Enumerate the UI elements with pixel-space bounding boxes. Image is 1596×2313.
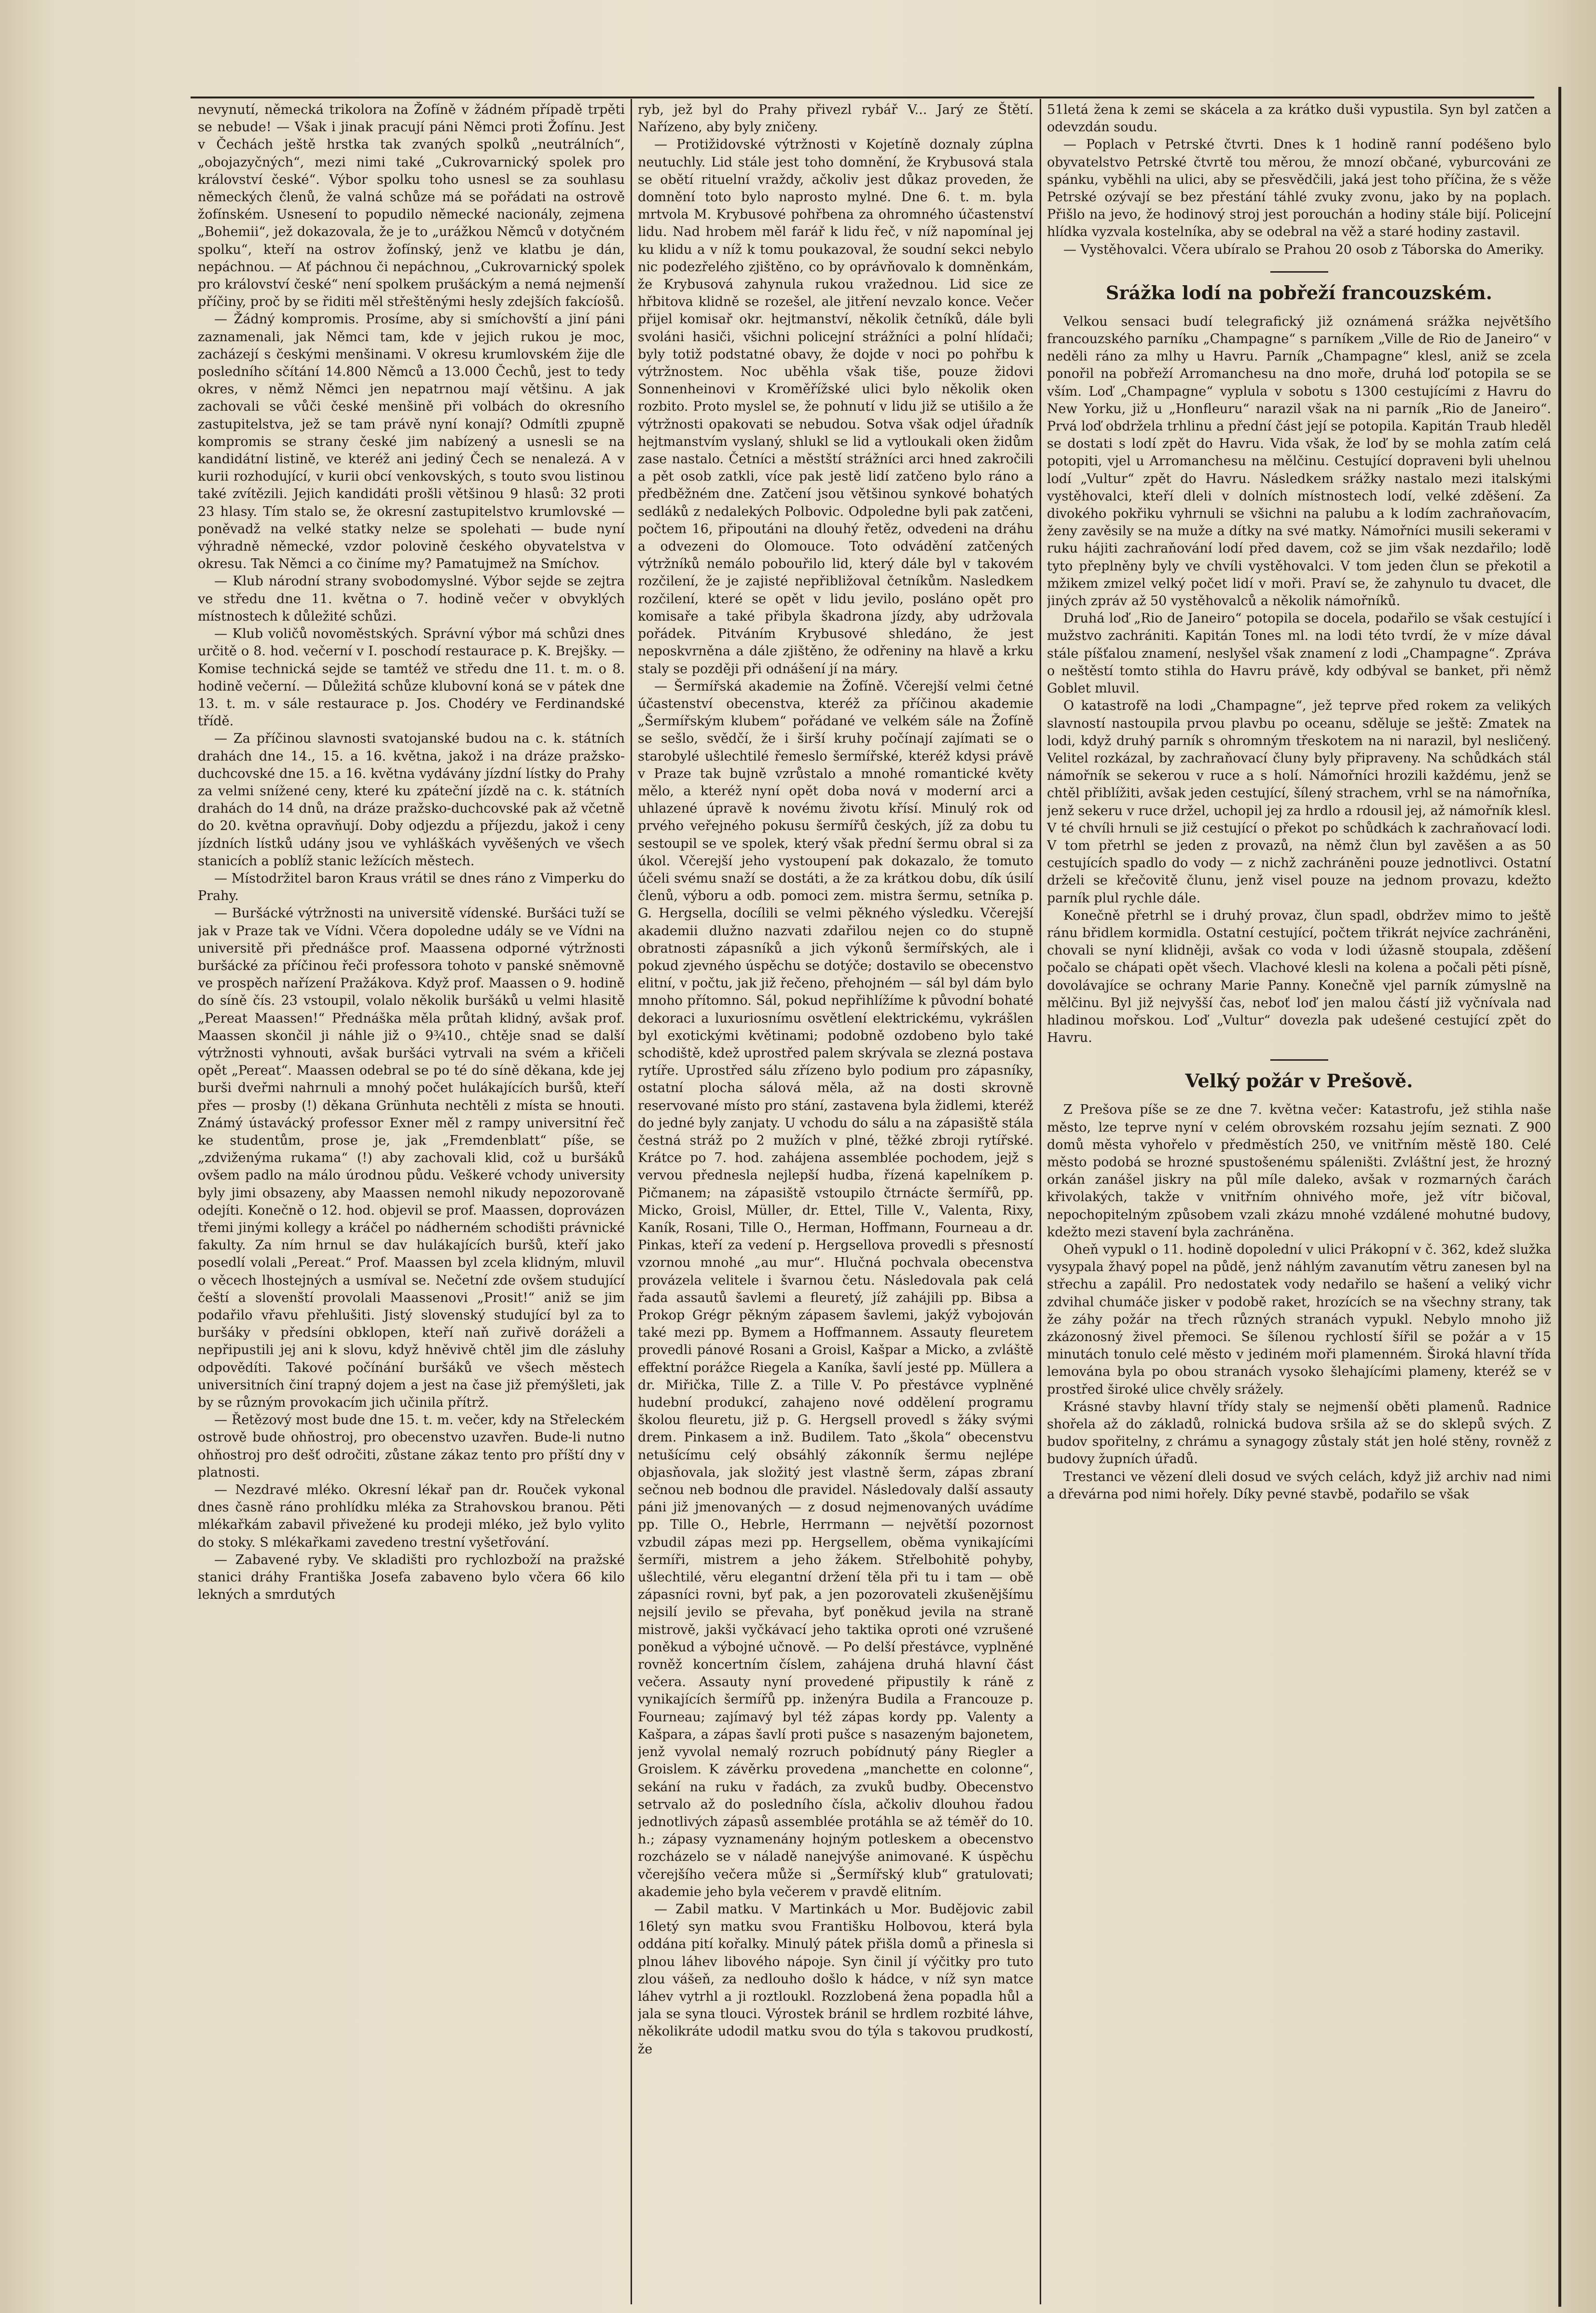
paragraph: nevynutí, německá trikolora na Žofíně v žádném případě trpěti se nebude! — Však i jinak pracují páni Němci proti Žofínu. Jest v Čechách ještě hrstka tak zvaných spolků „neutrálních“, „obojazyčných“, mezi nimi také „Cukrovarnický spolek pro království české“. Výbor spolku toho usnesl se za souhlasu německých členů, že valná schůze má se pořádati na ostrově žofínském. Usnesení to popudilo německé nacionály, zejmena „Bohemii“, jež dokazovala, že je to „urážkou Němců v dotyčném spolku“, kteří na ostrov žofínský, jenž ve klatbu je dán, nepáchnou. — Ať páchnou či nepáchnou, „Cukrovarnický spolek pro království české“ není spolkem prušáckým a nemá nejmenší příčiny, proč by se řiditi měl střeštěnými hesly zdejších fakcíošů.	[198, 102, 625, 310]
paragraph: — Buršácké výtržnosti na universitě vídenské. Buršáci tuží se jak v Praze tak ve Vídni. Včera dopoledne udály se ve Vídni na universitě při přednášce prof. Maassena odporné výtržnosti buršácké za příčinou řeči professora tohoto v panské sněmovně ve prospěch nařízení Pražákova. Když prof. Maassen o 9. hodině do síně čís. 23 vstoupil, volalo několik buršáků u velmi hlasitě „Pereat Maassen!“ Přednáška měla průtah klidný, avšak prof. Maassen skončil ji náhle již o 9¾10., chtěje snad se další výtržnosti vyhnouti, avšak buršáci vytrvali na svém a křičeli opět „Pereat“. Maassen odebral se po té do síně děkana, kde jej burši dveřmi nahrnuli a mnohý počet hulákajících buršů, kteří přes — prosby (!) děkana Grünhuta nechtěli z místa se hnouti. Známý ústavácký professor Exner měl z rampy universitní řeč ke studentům, prose je, jak „Fremdenblatt“ píše, se „zdviženýma rukama“ (!) aby zachovali klid, což u buršáků ovšem padlo na málo úrodnou půdu. Veškeré vchody university byly jimi obsazeny, aby Maassen nemohl nikudy nepozorovaně odejíti. Konečně o 12. hod. objevil se prof. Maassen, doprovázen třemi jinými kollegy a kráčel po nádherném schodišti právnické fakulty. Za ním hrnul se dav hulákajících buršů, kteří jako posedlí volali „Pereat.“ Prof. Maassen byl zcela klidným, mluvil o věcech lhostejných a usmíval se. Nečetní zde ovšem studující čeští a slovenští provolali Maassenovi „Prosit!“ aniž se jim podařilo vřavu přehlušiti. Jistý slovenský studující byl za to buršáky v předsíni obklopen, kteří naň zuřivě doráželi a nepřipustili jej ani k slovu, když hněvivě chtěl jim dle zásluhy odpovědíti. Takové počínání buršáků ve všech městech universitních činí trapný dojem a jest na čase již přemýšleti, jak by se různým provokacím jich učinila přítrž.	[198, 906, 625, 1411]
paragraph: — Zabil matku. V Martinkách u Mor. Budějovic zabil 16letý syn matku svou Františku Holbovou, která byla oddána pití kořalky. Minulý pátek přišla domů a přinesla si plnou láhev libového nápoje. Syn činil jí výčitky pro tuto zlou vášeň, za nedlouho došlo k hádce, v níž syn matce láhev vytrhl a ji roztloukl. Rozzlobená žena popadla hůl a jala se syna tlouci. Výrostek bránil se hrdlem rozbité láhve, několikráte udodil matku svou do týla s takovou prudkostí, že	[638, 1901, 1033, 2057]
article-heading-fire: Velký požár v Prešově.	[1185, 1070, 1413, 1092]
paragraph: — Protižidovské výtržnosti v Kojetíně doznaly zúplna neutuchly. Lid stále jest toho domnění, že Krybusová stala se obětí rituelní vraždy, ačkoliv jest důkaz proveden, že domnění toto bylo naprosto mylné. Dne 6. t. m. byla mrtvola M. Krybusové pohřbena za ohromného účastenství lidu. Nad hrobem měl farář k lidu řeč, v níž napomínal jej ku klidu a v níž k tomu poukazoval, že soudní sekci nebylo nic podezřelého zjištěno, co by oprávňovalo k domněnkám, že Krybusová zahynula rukou vražednou. Lid sice ze hřbitova klidně se rozešel, ale jitření nevzalo konce. Večer přijel komisař okr. hejtmanství, několik četníků, dále byli svoláni hasiči, všichni policejní strážníci a polní hlídači; byly totiž podstatné obavy, že dojde v noci po pohřbu k výtržnostem. Noc uběhla však tiše, pouze židovi Sonnenheinovi v Kroměřížské ulici bylo několik oken rozbito. Proto myslel se, že pohnutí v lidu již se utišilo a že výtržnosti opakovati se nebudou. Sotva však odjel úřadník hejtmanstvím vyslaný, shlukl se lid a vytloukali oken židům zase nastalo. Četníci a městští strážníci arci hned zakročili a pět osob zatkli, více pak jestě lidí zatčeno bylo ráno a předběžném dne. Zatčení jsou většinou synkové bohatých sedláků z nedalekých Polbovic. Odpoledne byli pak zatčeni, počtem 16, připoutáni na dlouhý řetěz, odvedeni na dráhu a odvezeni do Olomouce. Toto odvádění zatčených výtržníků nemálo pobouřilo lid, který dále byl v takovém rozčilení, že je zajisté nepřibližoval četníkům. Nasledkem rozčilení, které se opět v lidu jevilo, posláno opět pro komisaře a také přibyla škadrona jízdy, aby udržovala pořádek. Pitváním Krybusové shledáno, že jest neposkvrněna a dále zjištěno, že odřeniny na hlavě a krku staly se později při odnášení jí na máry.	[638, 137, 1033, 677]
paragraph: Krásné stavby hlavní třídy staly se nejmenší oběti plamenů. Radnice shořela až do základů, rolnická budova sršila až se do sklepů svých. Z budov spořitelny, z chrámu a synagogy zůstaly stát jen holé stěny, rovněž z budovy župních úřadů.	[1047, 1399, 1551, 1467]
paragraph: — Nezdravé mléko. Okresní lékař pan dr. Rouček vykonal dnes časně ráno prohlídku mléka za Strahovskou branou. Pěti mlékařkám zabavil přivežené ku prodeji mléko, jež bylo vylito do stoky. S mlékařkami zavedeno trestní vyšetřování.	[198, 1482, 625, 1550]
paragraph: Konečně přetrhl se i druhý provaz, člun spadl, obdržev mimo to ještě ránu břidlem kormidla. Ostatní cestující, počtem třikrát nejvíce zachráněni, chovali se nyní klidněji, avšak co voda v lodi úžasně stoupala, zděšení počalo se chápati opět všech. Vlachové klesli na kolena a počali pěti písně, dovolávajíce se ochrany Marie Panny. Konečně vjel parník zúmyslně na mělčinu. Byl již nejvyšší čas, neboť loď jen malou částí již vyčnívala nad hladinou mořskou. Loď „Vultur“ dovezla pak udešené cestující zpět do Havru.	[1047, 908, 1551, 1046]
paragraph: — Za příčinou slavnosti svatojanské budou na c. k. státních drahách dne 14., 15. a 16. května, jakož i na dráze pražsko-duchcovské dne 15. a 16. května vydávány jízdní lístky do Prahy za velmi snížené ceny, které ku zpáteční jízdě na c. k. státních drahách do 14 dnů, na dráze pražsko-duchcovské pak až včetně do 20. května opravňují. Doby odjezdu a příjezdu, jakož i ceny jízdních lístků udány jsou ve vyhláškách vyvěšených ve všech stanicích a poblíž stanic ležících městech.	[198, 731, 625, 869]
paragraph: Druhá loď „Rio de Janeiro“ potopila se docela, podařilo se však cestující i mužstvo zachrániti. Kapitán Tones ml. na lodi této tvrdí, že v míze dával stále píšťalou znamení, neslyšel však znamení z lodi „Champagne“. Zpráva o neštěstí tomto stihla do Havru právě, kdy odbýval se banket, při němž Goblet mluvil.	[1047, 611, 1551, 696]
article-heading-ships: Srážka lodí na pobřeží francouzském.	[1106, 281, 1492, 304]
paragraph: Trestanci ve vězení dleli dosud ve svých celách, když již archiv nad nimi a dřevárna pod nimi hořely. Díky pevné stavbě, podařilo se však	[1047, 1469, 1551, 1502]
column-middle	[638, 101, 1033, 2302]
column-rule-left	[631, 99, 632, 2304]
column-left	[198, 101, 625, 2302]
paragraph: — Klub národní strany svobodomyslné. Výbor sejde se zejtra ve středu dne 11. května o 7. hodině večer v obvyklých místnostech k důležité schůzi.	[198, 574, 625, 624]
paragraph: ryb, jež byl do Prahy přivezl rybář V... Jarý ze Štětí. Nařízeno, aby byly zničeny.	[638, 102, 1033, 135]
paragraph: Oheň vypukl o 11. hodině dopolední v ulici Prákopní v č. 362, kdež služka vysypala žhavý popel na půdě, jenž náhlým zavanutím větru zanesen byl na střechu a zapálil. Pro nedostatek vody nedařilo se hašení a veliký vichr zdvihal chumáče jisker v podobě raket, hrozících se na všechny strany, tak že záhy požár na třech různých stranách vypukl. Nebylo mnoho již zkázonosný živel přemoci. Se šílenou rychlostí šířil se požár a v 15 minutách tonulo celé město v jediném moři plamenném. Široká hlavní třída lemována byla po obou stranách vysoko šlehajícími plameny, kteréž se v prostřed široké ulice chvěly srážely.	[1047, 1242, 1551, 1397]
top-edge-rule	[191, 97, 1534, 98]
paragraph: — Žádný kompromis. Prosíme, aby si smíchovští a jiní páni zaznamenali, jak Němci tam, kde v jejich rukou je moc, zacházejí s českými menšinami. V okresu krumlovském žije dle posledního sčítání 14.800 Němců a 13.000 Čechů, jest to tedy okres, v němž Němci jen nepatrnou mají většinu. A jak zachovali se vůči české menšině při volbách do okresního zastupitelstva, jež se tam právě nyní konají? Odmítli zpupně kompromis se strany české jim nabízený a usnesli se na kandidátní listině, ve kteréž ani jediný Čech se nenalezá. A v kurii rozhodující, v kurii obcí venkovských, s touto svou listinou také zvítězili. Jejich kandidáti prošli většinou 9 hlasů: 32 proti 23 hlasy. Tím stalo se, že okresní zastupitelstvo krumlovské — poněvadž na velké statky nelze se spolehati — bude nyní výhradně německé, vzdor polovině českého obyvatelstva v okresu. Tak Němci a co činíme my? Pamatujmež na Smíchov.	[198, 312, 625, 572]
paragraph: 51letá žena k zemi se skácela a za krátko duši vypustila. Syn byl zatčen a odevzdán soudu.	[1047, 102, 1551, 135]
paragraph: — Klub voličů novoměstských. Správní výbor má schůzi dnes určitě o 8. hod. večerní v I. poschodí restaurace p. K. Brejšky. — Komise technická sejde se tamtéž ve středu dne 11. t. m. o 8. hodině večerní. — Důležitá schůze klubovní koná se v pátek dne 13. t. m. v sále restaurace p. Jos. Chodéry ve Ferdinandské třídě.	[198, 626, 625, 729]
paragraph: — Šermířská akademie na Žofíně. Včerejší velmi četné účastenství obecenstva, kteréž za příčinou akademie „Šermířským klubem“ pořádané ve velkém sále na Žofíně se sešlo, svědčí, že i širší kruhy počínají zajímati se o starobylé ušlechtilé řemeslo šermířské, kteréž kdysi právě v Praze tak bujně vzrůstalo a mnohé romantické květy mělo, a kteréž nyní opět doba nová v moderní arci a uhlazené úpravě k novému životu křísí. Minulý rok od prvého veřejného pokusu šermířů českých, jíž za dobu tu sestoupil se ve spolek, který však přední šermu obral si za úkol. Včerejší jeho vystoupení pak dokazalo, že tomuto účeli svému snaží se dostáti, a že za krátkou dobu, dík úsilí členů, výboru a odb. pomoci zem. mistra šermu, setníka p. G. Hergsella, docílili se velmi pěkného výsledku. Včerejší akademii dlužno nazvati zdařilou nejen co do stupně obratnosti zápasníků a jich výkonů šermířských, ale i pokud zjevného úspěchu se dotýče; dostavilo se obecenstvo elitní, v počtu, jak již řečeno, přehojném — sál byl dám bylo mnoho přítomno. Sál, pokud nepřihlížíme k původní bohaté dekoraci a luxuriosnímu osvětlení elektrickému, vykrášlen byl exotickými květinami; podobně ozdobeno bylo také schodiště, kdež uprostřed palem skrývala se zlezná postava rytíře. Uprostřed sálu zřízeno bylo podium pro zápasníky, ostatní plocha sálová měla, až na dosti skrovně reservované místo pro stání, zastavena byla židlemi, kteréž do jedné byly zanjaty. U vchodu do sálu a na zápasiště stála čestná stráž po 2 mužích v plné, těžké zbroji rytířské. Krátce po 7. hod. zahájena assemblée pochodem, jejž s vervou přednesla nejlepší hudba, řízená kapelníkem p. Pičmanem; na zápasiště vstoupilo čtrnácte šermířů, pp. Micko, Groisl, Müller, dr. Ettel, Tille V., Valenta, Rixy, Kaník, Rosani, Tille O., Herman, Hoffmann, Fourneau a dr. Pinkas, kteří za vedení p. Hergsellova provedli s přesností vzornou mnohé „au mur“. Hlučná pochvala obecenstva provázela velitele i švarnou četu. Následovala pak celá řada assautů šavlemi a fleuretý, jíž zahájili pp. Bibsa a Prokop Grégr pěkným zápasem šavlemi, jakýž vybojován také mezi pp. Bymem a Hoffmannem. Assauty fleuretem provedli pánové Rosani a Groisl, Kašpar a Micko, a zvláště effektní porážce Riegela a Kaníka, šavlí jesté pp. Müllera a dr. Miřička, Tille Z. a Tille V. Po přestávce vyplněné hudební produkcí, zahajeno nové oddělení programu školou fleuretu, již p. G. Hergsell provedl s žáky svými drem. Pinkasem a inž. Budilem. Tato „škola“ obecenstvu netušícímu celý obsáhlý zákonník šermu nejlépe objasňovala, jak složitý jest vlastně šerm, zápas zbraní sečnou neb bodnou dle pravidel. Následovaly další assauty páni již jmenovaných — z dosud nejmenovaných uvádíme pp. Tille O., Hebrle, Herrmann — největší pozornost vzbudil zápas mezi pp. Hergsellem, oběma vynikajícími šermíři, mistrem a jeho žákem. Střelbohitě pohyby, ušlechtilé, věru elegantní držení těla při tu i tam — obě zápasníci rovni, byť pak, a jen pozorovateli zkušenějšímu nejsilí jevilo se převaha, byť poněkud jevila na straně mistrově, jakši vyčkávací jeho taktika oproti oné vzrušené poněkud a výbojné učnově. — Po delší přestávce, vyplněné rovněž koncertním číslem, zahájena druhá hlavní část večera. Assauty nyní provedené připustily k ráně z vynikajících šermířů pp. inženýra Budila a Francouze p. Fourneau; zajímavý byl též zápas kordy pp. Valenty a Kašpara, a zápas šavlí proti pušce s nasazeným bajonetem, jenž vyvolal nemalý rozruch pobídnutý pány Riegler a Groislem. K závěrku provedena „manchette en colonne“, sekání na ruku v řadách, za zvuků budby. Obecenstvo setrvalo až do posledního čísla, ačkoliv dlouhou řadou jednotlivých zápasů assemblée protáhla se až téměř do 10. h.; zápasy vyznamenány hojným potleskem a obecenstvo rozcházelo se v náladě nanejvýše animované. K úspěchu včerejšího večera může si „Šermířský klub“ gratulovati; akademie jeho byla večerem v pravdě elitním.	[638, 679, 1033, 1899]
paragraph: — Řetězový most bude dne 15. t. m. večer, kdy na Střeleckém ostrově bude ohňostroj, pro obecenstvo uzavřen. Bude-li nutno ohňostroj pro dešť odročiti, zůstane zákaz tento pro příští dny v platnosti.	[198, 1413, 625, 1480]
column-right	[1047, 101, 1551, 2302]
section-divider	[1270, 271, 1328, 273]
paragraph: — Místodržitel baron Kraus vrátil se dnes ráno z Vimperku do Prahy.	[198, 871, 625, 904]
column-rule-right	[1040, 99, 1041, 2304]
paragraph: Z Prešova píše se ze dne 7. května večer: Katastrofu, jež stihla naše město, lze teprve nyní v celém obrovském rozsahu jejím seznati. Z 900 domů města vyhořelo v předměstích 250, ve vnitřním městě 180. Celé město podobá se hrozné spustošenému spáleništi. Zvláštní jest, že hrozný orkán zanášel jiskry na půl míle daleko, avšak v rozmarných čarách křivolakých, takže v vnitřním ohnivého moře, jež vítr bičoval, nepochopitelným způsobem vzali zkázu mnohé vzdálené mohutné budovy, kdežto mezi stavení byla zachráněna.	[1047, 1102, 1551, 1240]
paragraph: Velkou sensaci budí telegrafický již oznámená srážka největšího francouzského parníku „Champagne“ s parníkem „Ville de Rio de Janeiro“ v neděli ráno za mlhy u Havru. Parník „Champagne“ klesl, aniž se zcela ponořil na pobřeží Arromanchesu na dno moře, druhá loď potopila se se vším. Loď „Champagne“ vyplula v sobotu s 1300 cestujícími z Havru do New Yorku, již u „Honfleuru“ narazil však na ni parník „Rio de Janeiro“. Prvá loď obdržela trhlinu a přední část její se potopila. Kapitán Traub hleděl se dostati s lodí zpět do Havru. Vida však, že loď by se mohla zatím celá potopiti, vjel u Arromanchesu na mělčinu. Cestující dopraveni byli uhelnou lodí „Vultur“ zpět do Havru. Následkem srážky nastalo mezi italskými vystěhovalci, kteří dleli v dolních místnostech lodí, velké zděšení. Za divokého pokřiku vyhrnuli se všichni na palubu a k lodím zachraňovacím, ženy zavěsily se na muže a dítky na své matky. Námořníci musili sekerami v ruku hájiti zachraňování lodí před davem, což se jim však nezdařilo; lodě tyto přeplněny byly ve chvíli vystěhovalci. V tom jeden člun se překotil a mžikem zmizel velký počet lidí v moři. Praví se, že zahynulo tu dvacet, dle jiných zpráv až 50 vystěhovalců a několik námořníků.	[1047, 314, 1551, 609]
section-divider	[1270, 1059, 1328, 1061]
paragraph: — Zabavené ryby. Ve skladišti pro rychlozboží na pražské stanici dráhy Františka Josefa zabaveno bylo včera 66 kilo lekných a smrdutých	[198, 1552, 625, 1603]
paragraph: — Vystěhovalci. Včera ubíralo se Prahou 20 osob z Táborska do Ameriky.	[1063, 242, 1544, 257]
page-edge-rule	[1558, 87, 1561, 2307]
paragraph: — Poplach v Petrské čtvrti. Dnes k 1 hodině ranní podéšeno bylo obyvatelstvo Petrské čtvrtě tou měrou, že mnozí občané, vyburcováni ze spánku, vyběhli na ulici, aby se přesvědčili, jaká jest toho příčina, že s věže Petrské ozývají se bez přestání táhlé zvuky zvonu, jako by na poplach. Přišlo na jevo, že hodinový stroj jest porouchán a hodiny stále bijí. Policejní hlídka vyzvala kostelníka, aby se odebral na věž a staré hodiny zastavil.	[1047, 137, 1551, 240]
paragraph: O katastrofě na lodi „Champagne“, jež teprve před rokem za velikých slavností nastoupila prvou plavbu po oceanu, sděluje se ještě: Zmatek na lodi, když druhý parník s ohromným třeskotem na ni narazil, byl nesličený. Velitel rozkázal, by zachraňovací čluny byly připraveny. Na schůdkách stál námořník se sekerou v ruce a s holí. Námořníci hrozili každému, jenž se chtěl přiblížiti, avšak jeden cestující, šílený strachem, vrhl se na námořníka, jenž sekeru v ruce držel, uchopil jej za hrdlo a rdousil jej, až námořník klesl. V té chvíli hrnuli se již cestující o překot po schůdkách k zachraňovací lodi. V tom přetrhl se jeden z provazů, na němž člun byl zavěšen a as 50 cestujících spadlo do vody — z nichž zachráněni pouze jednotlivci. Ostatní drželi se křečovitě člunu, jenž visel pouze na jednom provazu, kdežto parník plul rychle dále.	[1047, 698, 1551, 906]
